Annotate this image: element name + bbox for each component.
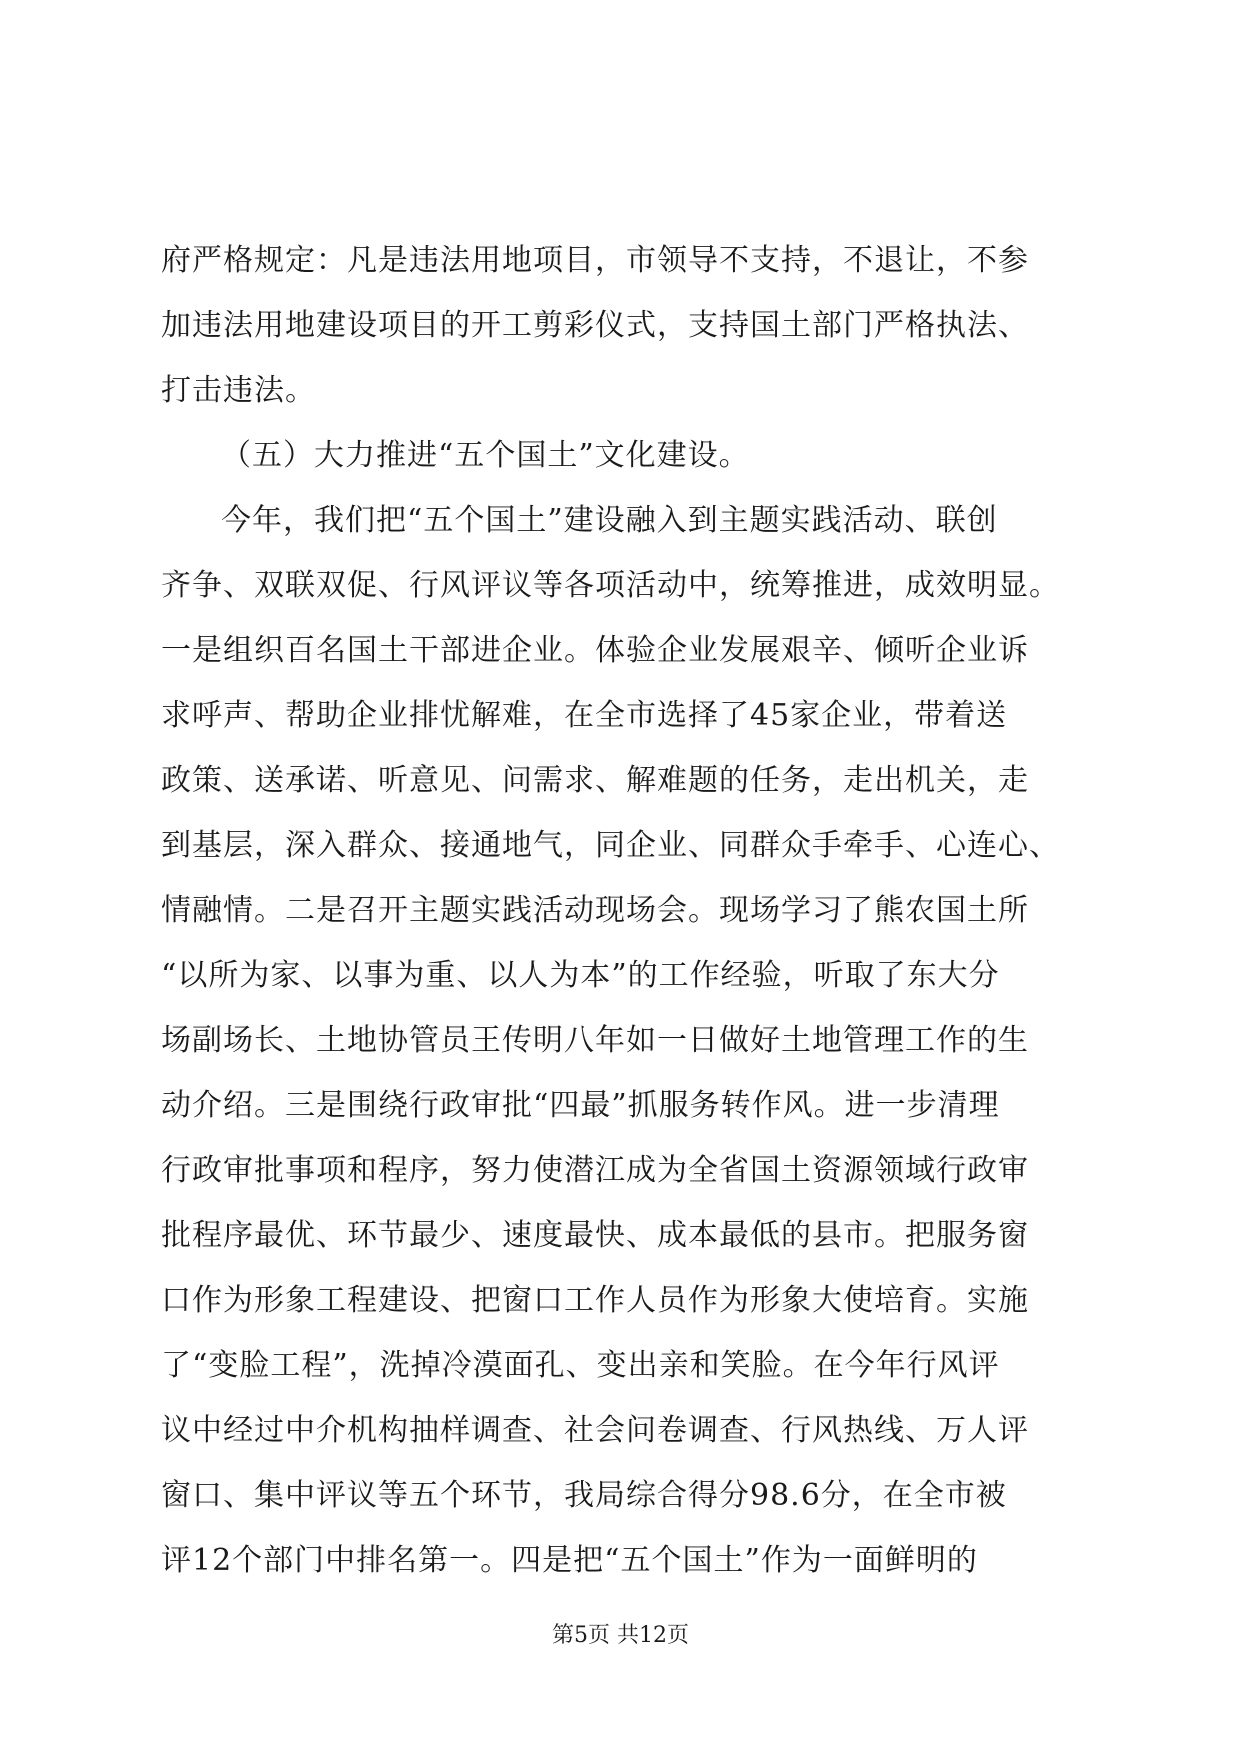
- section-heading: （五）大力推进“五个国土”文化建设。: [221, 438, 750, 473]
- text-line: 口作为形象工程建设、把窗口工作人员作为形象大使培育。实施: [161, 1283, 1029, 1318]
- text-line: 齐争、双联双促、行风评议等各项活动中，统筹推进，成效明显。: [161, 568, 1060, 603]
- text-line: 场副场长、土地协管员王传明八年如一日做好土地管理工作的生: [161, 1023, 1029, 1058]
- text-line: “以所为家、以事为重、以人为本”的工作经验，听取了东大分: [161, 958, 1000, 993]
- text-line: 窗口、集中评议等五个环节，我局综合得分98.6分，在全市被: [161, 1478, 1007, 1513]
- text-line: 批程序最优、环节最少、速度最快、成本最低的县市。把服务窗: [161, 1218, 1029, 1253]
- text-line: 政策、送承诺、听意见、问需求、解难题的任务，走出机关，走: [161, 763, 1029, 798]
- page-number-footer: 第5页 共12页: [552, 1623, 689, 1648]
- text-line: 今年，我们把“五个国土”建设融入到主题实践活动、联创: [221, 503, 998, 538]
- body-text: [161, 228, 1081, 1593]
- text-line: 府严格规定：凡是违法用地项目，市领导不支持，不退让，不参: [161, 243, 1029, 278]
- text-line: 评12个部门中排名第一。四是把“五个国土”作为一面鲜明的: [161, 1543, 978, 1578]
- text-line: 求呼声、帮助企业排忧解难，在全市选择了45家企业，带着送: [161, 698, 1008, 733]
- text-line: 打击违法。: [161, 373, 316, 408]
- text-line: 动介绍。三是围绕行政审批“四最”抓服务转作风。进一步清理: [161, 1088, 1000, 1123]
- text-line: 加违法用地建设项目的开工剪彩仪式，支持国土部门严格执法、: [161, 308, 1029, 343]
- text-line: 到基层，深入群众、接通地气，同企业、同群众手牵手、心连心、: [161, 828, 1060, 863]
- text-line: 一是组织百名国土干部进企业。体验企业发展艰辛、倾听企业诉: [161, 633, 1029, 668]
- text-line: 行政审批事项和程序，努力使潜江成为全省国土资源领域行政审: [161, 1153, 1029, 1188]
- text-line: 了“变脸工程”，洗掉冷漠面孔、变出亲和笑脸。在今年行风评: [161, 1348, 1000, 1383]
- text-line: 议中经过中介机构抽样调查、社会问卷调查、行风热线、万人评: [161, 1413, 1029, 1448]
- text-line: 情融情。二是召开主题实践活动现场会。现场学习了熊农国土所: [161, 893, 1029, 928]
